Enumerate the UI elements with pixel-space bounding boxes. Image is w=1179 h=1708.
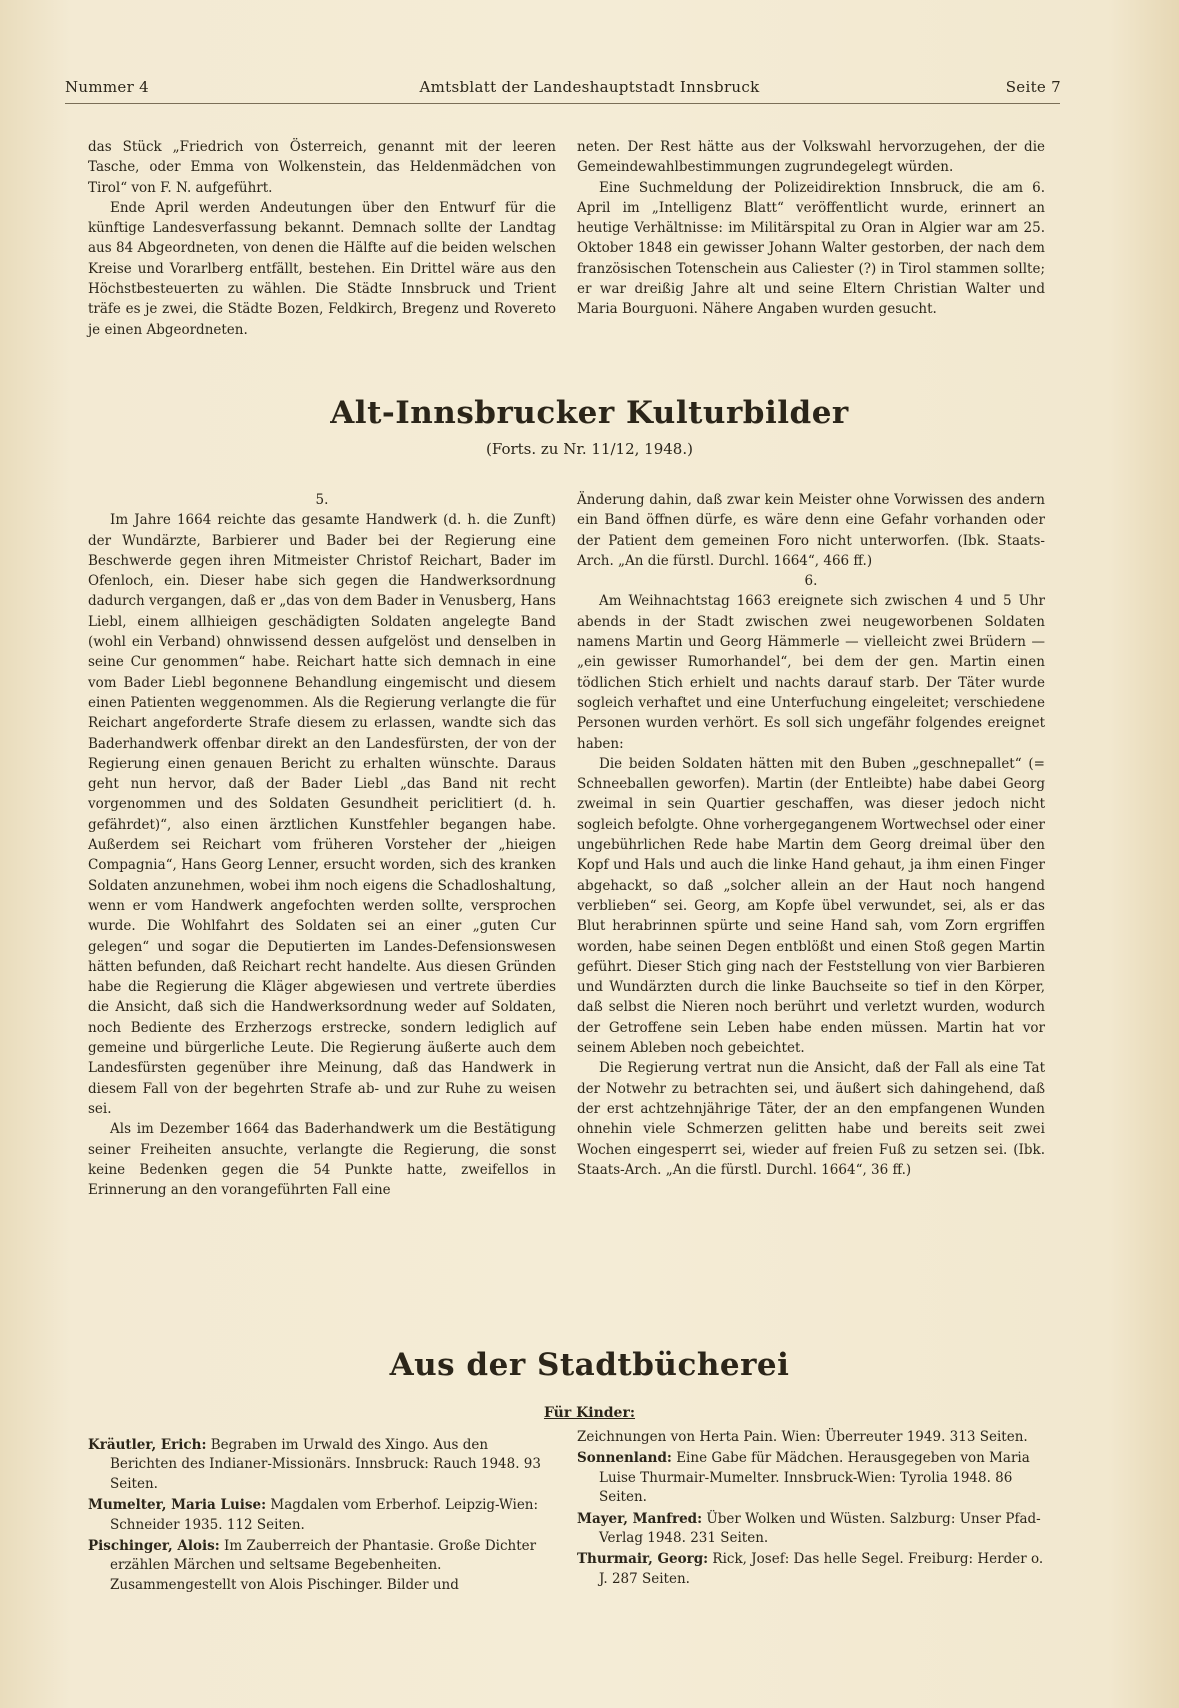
paragraph: Die beiden Soldaten hätten mit den Buben „geschnepallet“ (= Schneeballen geworfen). Martin (der Entleibte) habe dabei Georg zweimal in sein Quartier geschaffen, was dieser jedoch nicht sogleich befolgte. Ohne vorhergegangenem Wortwechsel oder einer ungebührlichen Rede habe Martin dem Georg dreimal über den Kopf und Hals und auch die linke Hand gehaut, ja ihm einen Finger abgehackt, so daß „solcher allein an der Haut noch hangend verblieben“ sei. Georg, am Kopfe übel verwundet, sei, als er das Blut herabrinnen spürte und seine Hand sah, vom Zorn ergriffen worden, habe seinen Degen entblößt und einen Stoß gegen Martin geführt. Dieser Stich ging nach der Feststellung von vier Barbieren und Wundärzten durch die linke Bauchseite so tief in den Körper, daß selbst die Nieren noch berührt und verletzt wurden, wodurch der Getroffene sein Leben habe enden müssen. Martin hat vor seinem Ableben noch gebeichtet. [577, 755, 1045, 1057]
header-rule [65, 103, 1060, 104]
kulturbilder-left-column [88, 490, 556, 1200]
book-list-left [88, 1436, 556, 1597]
book-details: Magdalen vom Erberhof. Leipzig-Wien: Schneider 1935. 112 Seiten. [110, 1497, 539, 1533]
section-title-stadtbuecherei: Aus der Stadtbücherei [389, 1347, 790, 1383]
book-details: Begraben im Urwald des Xingo. Aus den Berichten des Indianer-Missionärs. Innsbruck: Rauch 1948. 93 Seiten. [110, 1437, 541, 1492]
book-list-right [577, 1428, 1045, 1591]
page-number: Seite 7 [1005, 78, 1061, 96]
book-details: Über Wolken und Wüsten. Salzburg: Unser Pfad-Verlag 1948. 231 Seiten. [599, 1510, 1041, 1547]
book-entry [577, 1550, 1045, 1589]
book-entry [88, 1436, 556, 1494]
paragraph: Änderung dahin, daß zwar kein Meister ohne Vorwissen des andern ein Band öffnen dürfe, es wäre denn eine Gefahr vorhanden oder der Patient dem gemeinen Foro nicht unterworfen. (Ibk. Staats-Arch. „An die fürstl. Durchl. 1664“, 466 ff.) [577, 492, 1045, 569]
book-details: Eine Gabe für Mädchen. Herausgegeben von Maria Luise Thurmair-Mumelter. Innsbruck-Wien: Tyrolia 1948. 86 Seiten. [599, 1450, 1030, 1506]
book-author: Thurmair, Georg: [577, 1551, 709, 1568]
top-right-column [577, 137, 1045, 320]
paragraph: Als im Dezember 1664 das Baderhandwerk um die Bestätigung seiner Freiheiten ansuchte, verlangte die Regierung, die sonst keine Bedenken gegen die 54 Punkte hatte, zweifellos in Erinnerung an den vorangeführten Fall eine [88, 1121, 556, 1199]
paragraph: Am Weihnachtstag 1663 ereignete sich zwischen 4 und 5 Uhr abends in der Stadt zwischen zwei neugeworbenen Soldaten namens Martin und Georg Hämmerle — vielleicht zwei Brüdern — „ein gewisser Rumorhandel“, bei dem der gen. Martin einen tödlichen Stich erhielt und nachts darauf starb. Der Täter wurde sogleich verhaftet und eine Unterfuchung eingeleitet; verschiedene Personen wurden verhört. Es soll sich ungefähr folgendes ereignet haben: [577, 593, 1045, 752]
book-details: Im Zauberreich der Phantasie. Große Dichter erzählen Märchen und seltsame Begebenheiten. Zusammengestellt von Alois Pischinger. Bilder und [110, 1538, 537, 1593]
publication-title: Amtsblatt der Landeshauptstadt Innsbruck [419, 78, 760, 96]
book-author: Sonnenland: [577, 1450, 672, 1467]
book-details: Zeichnungen von Herta Pain. Wien: Überreuter 1949. 313 Seiten. [577, 1429, 1028, 1445]
book-author: Kräutler, Erich: [88, 1437, 207, 1453]
paragraph: Ende April werden Andeutungen über den Entwurf für die künftige Landesverfassung bekannt. Demnach sollte der Landtag aus 84 Abgeordneten, von denen die Hälfte auf die beiden welschen Kreise und Vorarlberg entfällt, bestehen. Ein Drittel wäre aus den Höchstbesteuerten zu wählen. Die Städte Innsbruck und Trient träfe es je zwei, die Städte Bozen, Feldkirch, Bregenz und Rovereto je einen Abgeordneten. [88, 199, 556, 338]
section-subtitle: (Forts. zu Nr. 11/12, 1948.) [486, 440, 693, 458]
book-entry [577, 1449, 1045, 1507]
book-entry [577, 1428, 1045, 1447]
book-details: Rick, Josef: Das helle Segel. Freiburg: Herder o. J. 287 Seiten. [599, 1551, 1044, 1587]
category-heading: Für Kinder: [543, 1405, 636, 1421]
book-author: Pischinger, Alois: [88, 1538, 220, 1555]
paragraph: neten. Der Rest hätte aus der Volkswahl hervorzugehen, der die Gemeindewahlbestimmungen zugrundegelegt würden. [577, 139, 1045, 176]
issue-number: Nummer 4 [65, 78, 149, 96]
article-number: 5. [315, 492, 329, 508]
top-left-column [88, 137, 556, 340]
book-entry [88, 1496, 556, 1535]
article-number: 6. [804, 573, 818, 590]
paragraph: Die Regierung vertrat nun die Ansicht, daß der Fall als eine Tat der Notwehr zu betrachten sei, und äußert sich dahingehend, daß der erst achtzehnjährige Täter, der an den empfangenen Wunden ohnehin viele Schmerzen gelitten habe und bereits seit zwei Wochen eingesperrt sei, wieder auf freien Fuß zu setzen sei. (Ibk. Staats-Arch. „An die fürstl. Durchl. 1664“, 36 ff.) [577, 1060, 1045, 1178]
book-entry [577, 1510, 1045, 1549]
paragraph: Im Jahre 1664 reichte das gesamte Handwerk (d. h. die Zunft) der Wundärzte, Barbierer und Bader bei der Regierung eine Beschwerde gegen ihren Mitmeister Christof Reichart, Bader im Ofenloch, ein. Dieser habe sich gegen die Handwerksordnung dadurch vergangen, daß er „das von dem Bader in Venusberg, Hans Liebl, einem allhieigen geschädigten Soldaten angelegte Band (wohl ein Verband) ohnwissend dessen aufgelöst und denselben in seine Cur genommen“ habe. Reichart hatte sich demnach in eine vom Bader Liebl begonnene Behandlung eingemischt und diesem einen Patienten weggenommen. Als die Regierung verlangte die für Reichart angeforderte Strafe diesem zu erlassen, wandte sich das Baderhandwerk offenbar direkt an den Landesfürsten, der von der Regierung einen genauen Bericht zu erhalten wünschte. Daraus geht nun hervor, daß der Bader Liebl „das Band nit recht vorgenommen und des Soldaten Gesundheit periclitiert (d. h. gefährdet)“, also einen ärztlichen Kunstfehler begangen habe. Außerdem sei Reichart vom früheren Vorsteher der „hieigen Compagnia“, Hans Georg Lenner, ersucht worden, sich des kranken Soldaten anzunehmen, wobei ihm noch eigens die Schadloshaltung, wenn er vom Handwerk angefochten werden sollte, versprochen wurde. Die Wohlfahrt des Soldaten sei an einer „guten Cur gelegen“ und sogar die Deputierten im Landes-Defensionswesen hätten befunden, daß Reichart recht handelte. Aus diesen Gründen habe die Regierung die Kläger abgewiesen und vertrete überdies die Ansicht, daß sich die Handwerksordnung weder auf Soldaten, noch Bediente des Erzherzogs erstrecke, sondern lediglich auf gemeine und bürgerliche Leute. Die Regierung äußerte auch dem Landesfürsten gegenüber ihre Meinung, daß das Handwerk in diesem Fall von der begehrten Strafe ab- und zur Ruhe zu weisen sei. [88, 512, 556, 1117]
paragraph: das Stück „Friedrich von Österreich, genannt mit der leeren Tasche, oder Emma von Wolkenstein, das Heldenmädchen von Tirol“ von F. N. aufgeführt. [88, 139, 556, 196]
book-author: Mayer, Manfred: [577, 1510, 703, 1527]
book-author: Mumelter, Maria Luise: [88, 1497, 267, 1514]
kulturbilder-right-column [577, 490, 1045, 1180]
book-entry [88, 1537, 556, 1595]
paragraph: Eine Suchmeldung der Polizeidirektion Innsbruck, die am 6. April im „Intelligenz Blatt“ veröffentlicht wurde, erinnert an heutige Verhältnisse: im Militärspital zu Oran in Algier war am 25. Oktober 1848 ein gewisser Johann Walter gestorben, der nach dem französischen Totenschein aus Caliester (?) in Tirol stammen sollte; er war dreißig Jahre alt und seine Eltern Christian Walter und Maria Bourguoni. Nähere Angaben wurden gesucht. [577, 179, 1045, 318]
section-title-kulturbilder: Alt-Innsbrucker Kulturbilder [330, 395, 849, 431]
